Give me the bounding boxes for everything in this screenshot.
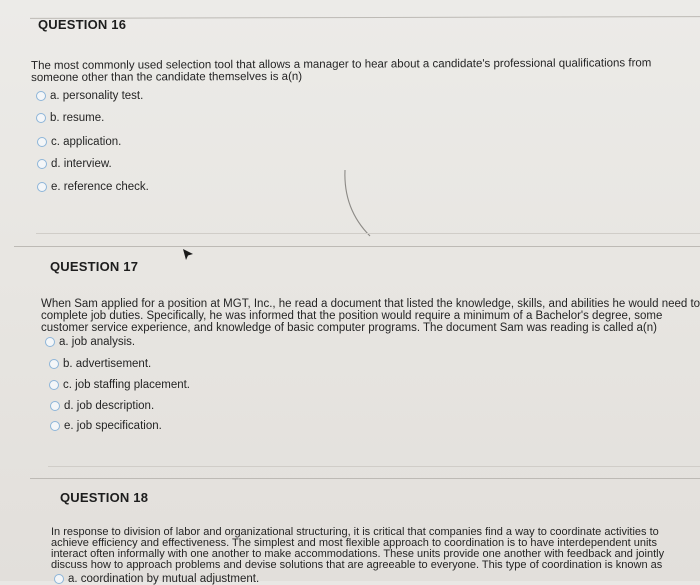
question-18-header: QUESTION 18 [60,490,149,505]
q17-option-b[interactable] [49,358,151,370]
option-label: b. resume. [50,112,105,124]
option-label: c. job staffing placement. [63,379,190,391]
radio-button[interactable] [54,574,64,584]
radio-button[interactable] [37,137,47,147]
prompt-line: interact often informally with one another to make accommodations. These units provide one another with feedback and jointly [51,548,665,560]
radio-button[interactable] [37,159,47,169]
prompt-line: discuss how to approach problems and devise solutions that are agreeable to everyone. This type of coordination is known as [51,559,663,571]
option-label: c. application. [51,136,122,148]
option-label: e. job specification. [64,420,162,432]
question-18-top-divider [30,478,700,479]
radio-button[interactable] [37,182,47,192]
q16-option-e[interactable] [37,181,149,193]
option-label: a. coordination by mutual adjustment. [68,573,260,585]
question-16-top-divider [30,16,700,19]
q16-option-c[interactable] [37,136,121,148]
question-18-prompt [51,527,664,571]
option-label: a. personality test. [50,90,144,102]
option-label: a. job analysis. [59,336,136,348]
prompt-line: achieve efficiency and effectiveness. The simplest and most flexible approach to coordination is to have interdependent units [51,537,657,549]
radio-button[interactable] [50,421,60,431]
option-label: d. job description. [64,400,155,412]
radio-button[interactable] [49,359,59,369]
prompt-line: customer service experience, and knowledge of basic computer programs. The document Sam was reading is called a(n) [41,322,657,334]
q18-option-a[interactable] [54,573,259,585]
q16-option-d[interactable] [37,158,112,170]
radio-button[interactable] [45,337,55,347]
question-16-header: QUESTION 16 [38,17,127,32]
prompt-line: In response to division of labor and organizational structuring, it is critical that companies find a way to coordinate activities to [51,526,659,538]
prompt-line: The most commonly used selection tool that allows a manager to hear about a candidate's professional qualifications from [31,57,652,72]
question-17-bottom-divider [48,466,700,467]
q17-option-e[interactable] [50,420,162,432]
q17-option-d[interactable] [50,400,154,412]
q17-option-a[interactable] [45,336,135,348]
q16-option-b[interactable] [36,112,104,124]
option-label: e. reference check. [51,181,149,193]
option-label: d. interview. [51,158,112,170]
prompt-line: complete job duties. Specifically, he was informed that the position would require a minimum of a Bachelor's degree, some [41,310,663,322]
question-16-bottom-divider [36,233,700,234]
question-17-top-divider [14,246,700,247]
radio-button[interactable] [36,91,46,101]
radio-button[interactable] [36,113,46,123]
question-17-header: QUESTION 17 [50,259,139,274]
radio-button[interactable] [49,380,59,390]
prompt-line: When Sam applied for a position at MGT, Inc., he read a document that listed the knowledge, skills, and abilities he would need to [41,298,700,310]
option-label: b. advertisement. [63,358,152,370]
mouse-cursor-icon [181,248,195,262]
question-17-prompt [41,298,700,334]
radio-button[interactable] [50,401,60,411]
prompt-line: someone other than the candidate themselves is a(n) [31,70,303,84]
q17-option-c[interactable] [49,379,190,391]
pen-stroke-mark [330,168,390,243]
q16-option-a[interactable] [36,90,143,102]
question-16-prompt [31,57,651,84]
